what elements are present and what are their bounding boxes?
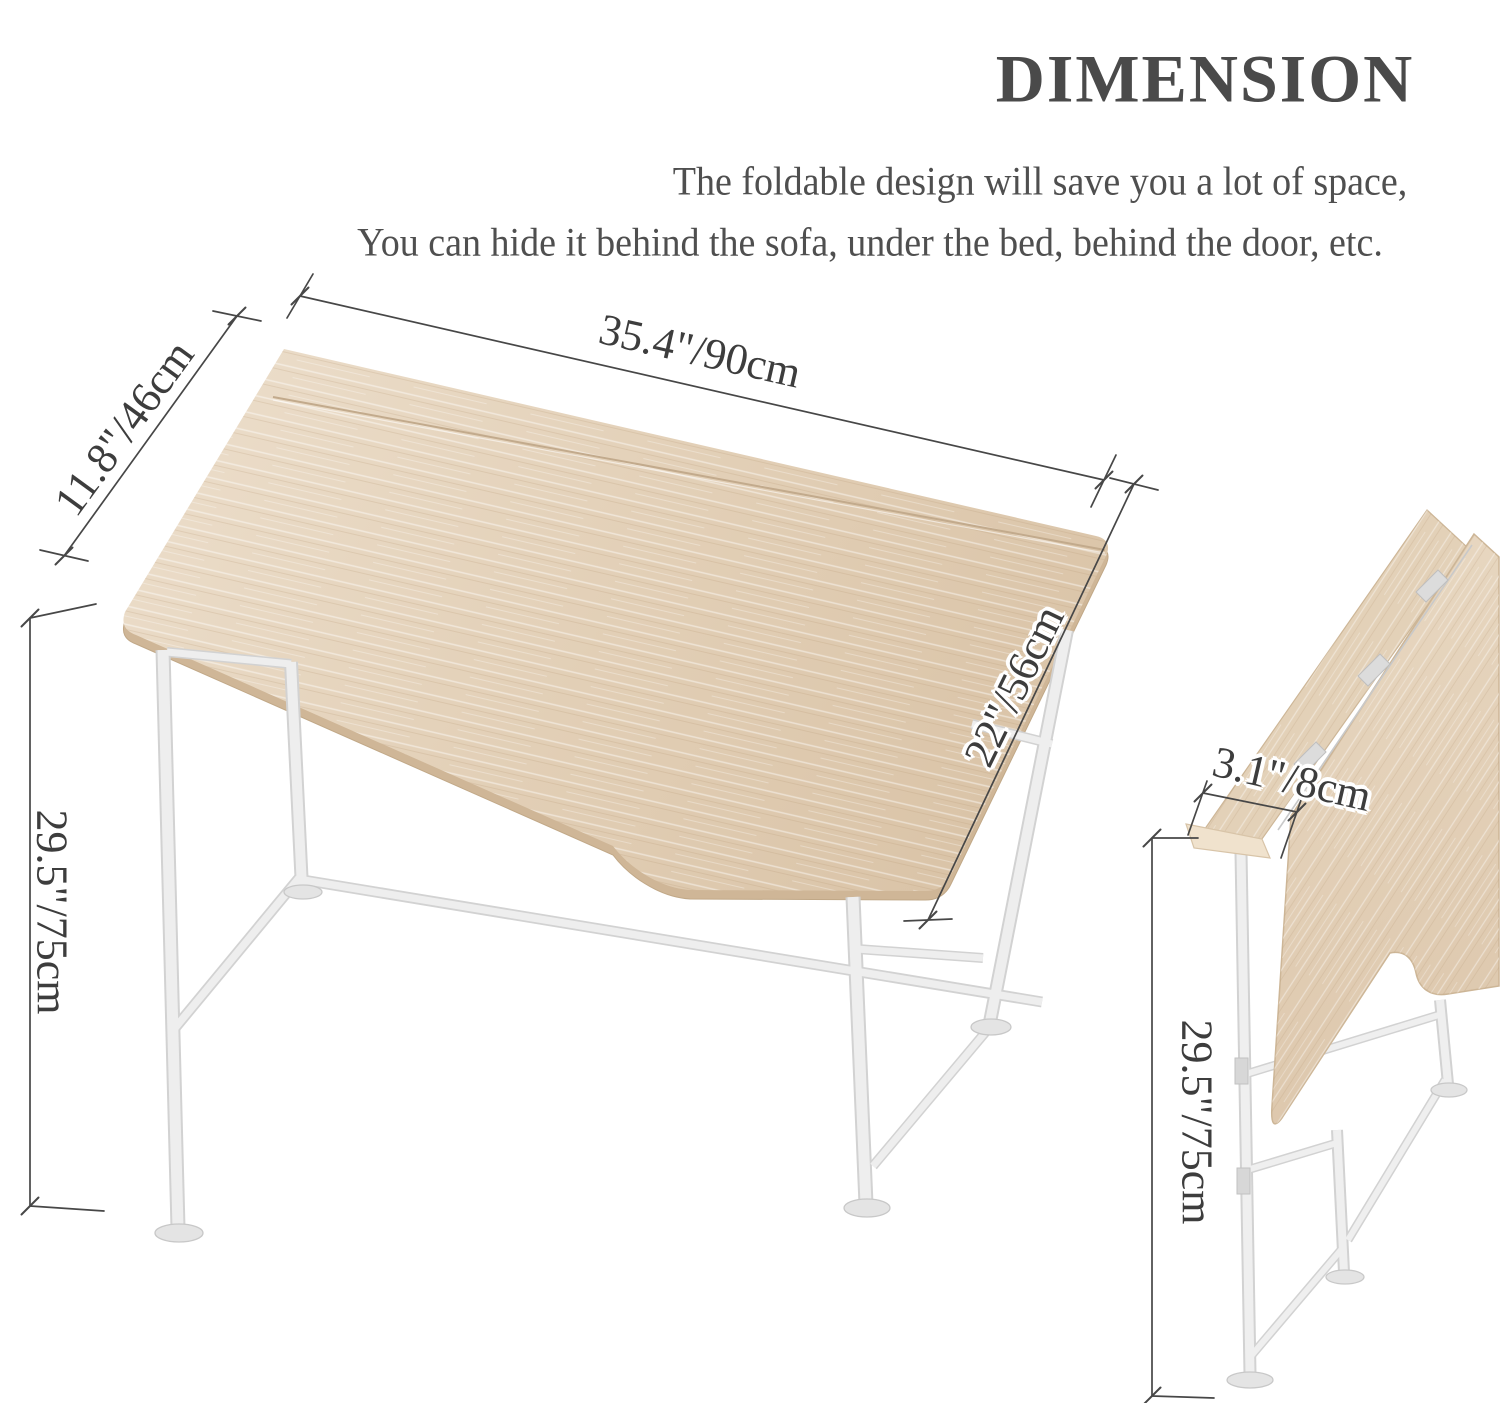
open-desk [123, 349, 1108, 1242]
dim-label-height-open: 29.5"/75cm [27, 809, 77, 1015]
dim-label-depth-right: 22"/56cm [954, 597, 1074, 775]
dim-label-depth-left: 11.8"/46cm [44, 331, 204, 525]
dim-label-height-folded: 29.5"/75cm [1172, 1019, 1222, 1225]
page-title: DIMENSION [995, 40, 1415, 117]
desktop-grain [123, 349, 1108, 891]
dim-label-width: 35.4"/90cm [594, 304, 806, 398]
subtitle-line-2: You can hide it behind the sofa, under the bed, behind the door, etc. [357, 219, 1383, 265]
folded-desk [1186, 510, 1499, 1388]
subtitle-line-1: The foldable design will save you a lot of space, [672, 158, 1408, 204]
dim-label-thickness: 3.1"/8cm [1208, 737, 1376, 821]
leg-feet [155, 885, 1011, 1242]
